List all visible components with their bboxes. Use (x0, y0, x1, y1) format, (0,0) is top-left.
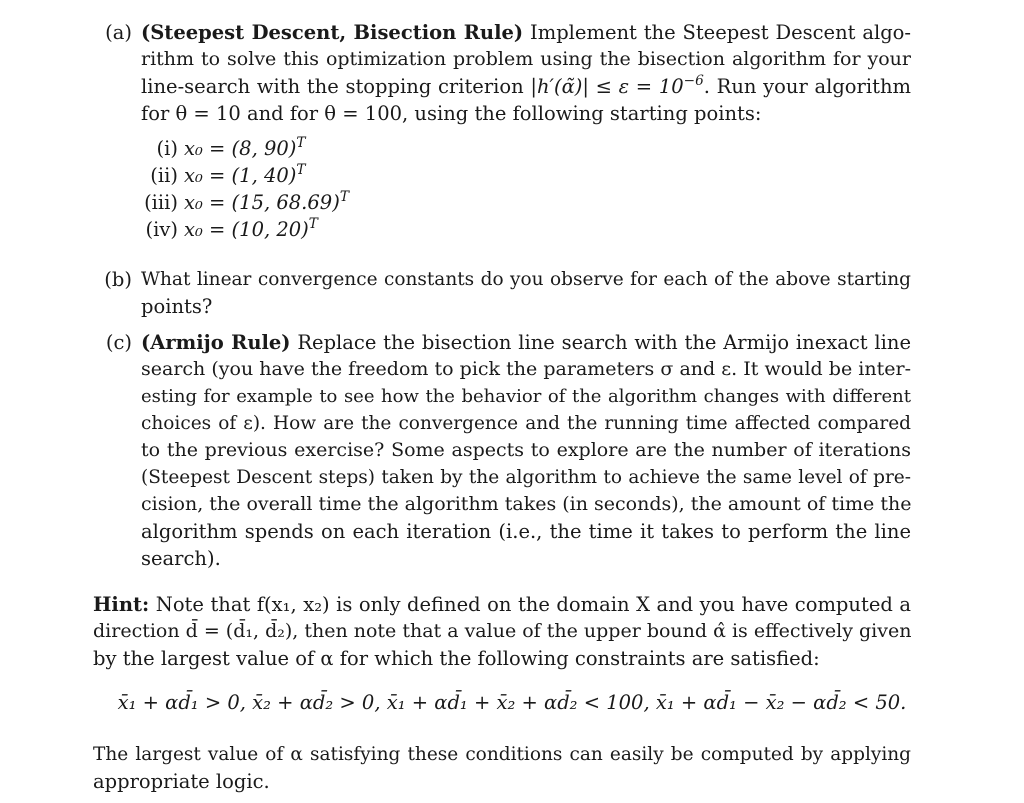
closing-line-2: appropriate logic. (93, 770, 270, 793)
point-iv-label: (iv) (145, 218, 178, 241)
part-c-line-3: esting for example to see how the behavior of the algorithm changes with different (141, 386, 911, 407)
point-i-sup: T (296, 134, 306, 151)
part-a-line-3-pre: line-search with the stopping criterion (141, 75, 524, 98)
point-iv-value (184, 216, 318, 243)
part-c-line-4: choices of ε). How are the convergence and the running time affected compared (141, 413, 911, 434)
part-c-line-1-text: Replace the bisection line search with the Armijo inexact line (297, 331, 911, 354)
hint-line-2: direction d̄ = (d̄₁, d̄₂), then note that a value of the upper bound α̂ is effectively given (93, 620, 912, 642)
part-a-label: (a) (105, 21, 132, 44)
hint-line-1-text: Note that f(x₁, x₂) is only defined on the domain X and you have computed a (155, 593, 911, 616)
point-ii-label: (ii) (150, 164, 178, 187)
point-iii-label: (iii) (144, 191, 178, 214)
point-i-text: x₀ = (8, 90) (184, 137, 297, 160)
part-c-line-9: search). (141, 547, 221, 570)
point-ii-text: x₀ = (1, 40) (184, 164, 297, 187)
part-c-label: (c) (105, 331, 132, 354)
point-i-label: (i) (156, 137, 178, 160)
part-b-line-2: points? (141, 295, 213, 318)
part-c-title: (Armijo Rule) (141, 331, 291, 354)
part-c-line-5: to the previous exercise? Some aspects to explore are the number of iterations (141, 439, 911, 461)
part-a-line-2: rithm to solve this optimization problem using the bisection algorithm for your (141, 48, 911, 70)
constraint-equation: x̄₁ + αd̄₁ > 0, x̄₂ + αd̄₂ > 0, x̄₁ + αd̄₁ + x̄₂ + αd̄₂ < 100, x̄₁ + αd̄₁ − x̄₂ − αd̄₂ < 50. (117, 691, 907, 714)
point-ii-sup: T (296, 161, 306, 178)
closing-line-1: The largest value of α satisfying these conditions can easily be computed by applying (93, 744, 911, 765)
point-iii-value (184, 189, 349, 216)
stopping-criterion-base: |h′(α̃)| ≤ ε = 10 (530, 75, 684, 98)
part-c-line-7: cision, the overall time the algorithm takes (in seconds), the amount of time the (141, 493, 912, 515)
part-a-line-1 (141, 19, 911, 46)
part-c-line-1 (141, 329, 911, 356)
hint-label: Hint: (93, 593, 150, 616)
stopping-criterion (530, 72, 704, 98)
part-a-line-3-post: . Run your algorithm (703, 75, 911, 98)
part-c-line-2: search (you have the freedom to pick the parameters σ and ε. It would be inter- (141, 358, 911, 380)
part-c-line-6: (Steepest Descent steps) taken by the algorithm to achieve the same level of pre- (141, 467, 911, 488)
part-a-line-4: for θ = 10 and for θ = 100, using the following starting points: (141, 102, 762, 125)
point-iii-sup: T (339, 188, 349, 205)
part-b-line-1: What linear convergence constants do you observe for each of the above starting (141, 269, 911, 290)
hint-line-1 (93, 591, 911, 618)
point-iii-text: x₀ = (15, 68.69) (184, 191, 340, 214)
part-b-label: (b) (104, 268, 132, 291)
point-iv-text: x₀ = (10, 20) (184, 218, 309, 241)
part-c-line-8: algorithm spends on each iteration (i.e., the time it takes to perform the line (141, 520, 911, 543)
point-iv-sup: T (308, 215, 318, 232)
part-a-line-3 (141, 73, 911, 100)
part-a-title: (Steepest Descent, Bisection Rule) (141, 21, 524, 44)
part-a-line-1-text: Implement the Steepest Descent algo- (530, 21, 911, 44)
hint-line-3: by the largest value of α for which the following constraints are satisfied: (93, 647, 820, 670)
point-ii-value (184, 162, 306, 189)
point-i-value (184, 135, 306, 162)
stopping-criterion-exponent: −6 (683, 72, 704, 89)
